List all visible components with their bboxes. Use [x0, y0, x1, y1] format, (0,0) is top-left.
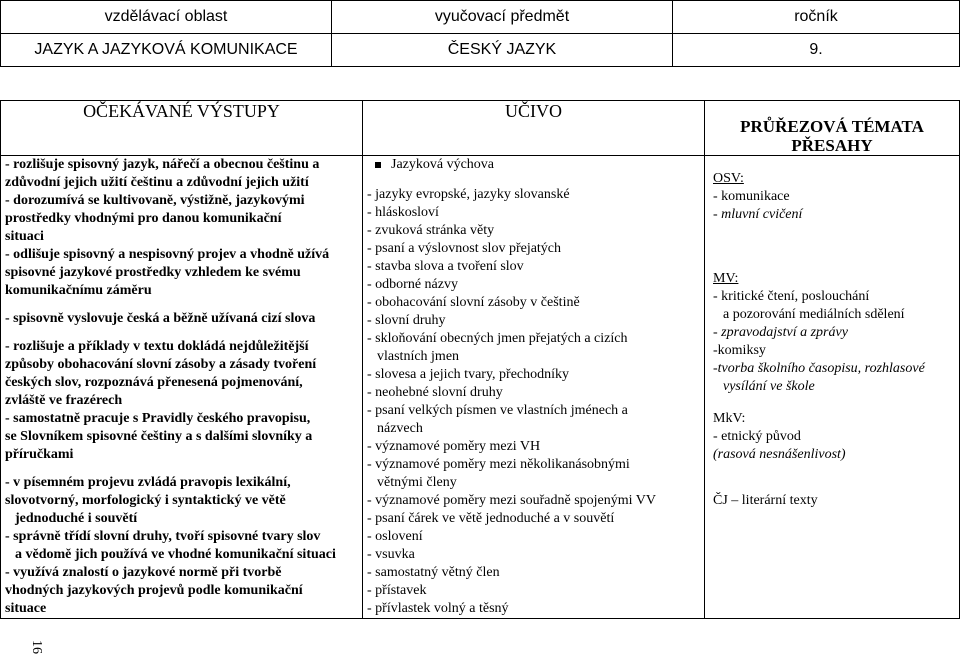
curriculum-line: - přístavek [367, 583, 427, 598]
output-line: - spisovně vyslovuje česká a běžně užívaná cizí slova [5, 311, 316, 326]
curriculum-line: - významové poměry mezi souřadně spojenými VV [367, 493, 657, 508]
header-grade-label: ročník [673, 1, 960, 34]
output-line: - rozlišuje spisovný jazyk, nářečí a obecnou češtinu a [5, 157, 320, 172]
output-line: způsoby obohacování slovní zásoby a zásady tvoření [5, 357, 317, 372]
curriculum-line: - obohacování slovní zásoby v češtině [367, 295, 580, 310]
output-line: - správně třídí slovní druhy, tvoří spisovné tvary slov [5, 529, 321, 544]
output-line: situace [5, 601, 47, 616]
mkv-label: MkV: [713, 411, 746, 426]
theme-line: - kritické čtení, poslouchání [713, 289, 870, 304]
header-subject-value: ČESKÝ JAZYK [332, 34, 673, 67]
theme-line: - komunikace [713, 189, 790, 204]
output-line: zdůvodní jejich užití češtinu a zdůvodní jejich užití [5, 175, 309, 190]
osv-label: OSV: [713, 171, 744, 186]
output-line: spisovné jazykové prostředky vzhledem ke svému [5, 265, 301, 280]
header-subject-label: vyučovací předmět [332, 1, 673, 34]
square-bullet-icon [375, 162, 381, 168]
curriculum-heading: Jazyková výchova [367, 156, 700, 174]
curriculum-line: - stavba slova a tvoření slov [367, 259, 524, 274]
output-line: se Slovníkem spisovné češtiny a s dalšími slovníky a [5, 429, 313, 444]
curriculum-line: - významové poměry mezi několikanásobnými [367, 457, 630, 472]
curriculum-line: větnými členy [377, 475, 457, 490]
output-line: situaci [5, 229, 44, 244]
theme-line: a pozorování mediálních sdělení [723, 307, 905, 322]
page-number: 16 [29, 640, 44, 654]
theme-line: -komiksy [713, 343, 766, 358]
curriculum-line: - samostatný větný člen [367, 565, 500, 580]
curriculum-line: - psaní a výslovnost slov přejatých [367, 241, 562, 256]
curriculum-line: - vsuvka [367, 547, 415, 562]
mv-label: MV: [713, 271, 739, 286]
output-line: komunikačnímu záměru [5, 283, 152, 298]
curriculum-line: - přívlastek volný a těsný [367, 601, 509, 616]
output-line: českých slov, rozpoznává přenesená pojmenování, [5, 375, 303, 390]
curriculum-line: vlastních jmen [377, 349, 460, 364]
curriculum-column-title: UČIVO [363, 101, 705, 156]
curriculum-line: - slovní druhy [367, 313, 446, 328]
outputs-cell [1, 156, 363, 619]
header-grade-value: 9. [673, 34, 960, 67]
theme-line: -tvorba školního časopisu, rozhlasové [713, 361, 925, 376]
header-table [0, 0, 960, 66]
output-line: - rozlišuje a příklady v textu dokládá nejdůležitější [5, 339, 309, 354]
theme-line: - mluvní cvičení [713, 207, 803, 222]
curriculum-line: názvech [377, 421, 423, 436]
curriculum-line: - významové poměry mezi VH [367, 439, 541, 454]
output-line: zvláště ve frazérech [5, 393, 123, 408]
header-area-value: JAZYK A JAZYKOVÁ KOMUNIKACE [1, 34, 332, 67]
output-line: prostředky vhodnými pro danou komunikační [5, 211, 282, 226]
curriculum-line: - slovesa a jejich tvary, přechodníky [367, 367, 570, 382]
curriculum-line: - psaní velkých písmen ve vlastních jménech a [367, 403, 628, 418]
output-line: příručkami [5, 447, 74, 462]
output-line: - samostatně pracuje s Pravidly českého pravopisu, [5, 411, 311, 426]
themes-column-title: PRŮŘEZOVÁ TÉMATA PŘESAHY [705, 101, 960, 156]
output-line: - dorozumívá se kultivovaně, výstižně, jazykovými [5, 193, 305, 208]
output-line: vhodných jazykových projevů podle komunikační [5, 583, 303, 598]
output-line: - v písemném projevu zvládá pravopis lexikální, [5, 475, 291, 490]
outputs-column-title: OČEKÁVANÉ VÝSTUPY [1, 101, 363, 156]
curriculum-line: - odborné názvy [367, 277, 458, 292]
theme-line: vysílání ve škole [723, 379, 815, 394]
output-line: - odlišuje spisovný a nespisovný projev a vhodně užívá [5, 247, 330, 262]
header-area-label: vzdělávací oblast [1, 1, 332, 34]
output-line: a vědomě jich používá ve vhodné komunikační situaci [15, 547, 336, 562]
output-line: jednoduché i souvětí [15, 511, 138, 526]
theme-line: - etnický původ [713, 429, 801, 444]
output-line: - využívá znalostí o jazykové normě při tvorbě [5, 565, 282, 580]
curriculum-line: - psaní čárek ve větě jednoduché a v souvětí [367, 511, 615, 526]
cj-link-text: ČJ – literární texty [713, 493, 818, 508]
curriculum-line: - hláskosloví [367, 205, 439, 220]
curriculum-line: - skloňování obecných jmen přejatých a cizích [367, 331, 628, 346]
curriculum-line: - oslovení [367, 529, 423, 544]
curriculum-line: - zvuková stránka věty [367, 223, 495, 238]
curriculum-line: - jazyky evropské, jazyky slovanské [367, 187, 570, 202]
output-line: slovotvorný, morfologický i syntaktický ve větě [5, 493, 286, 508]
curriculum-table [0, 100, 960, 618]
themes-cell [705, 156, 960, 619]
theme-line: (rasová nesnášenlivost) [713, 447, 846, 462]
theme-line: - zpravodajství a zprávy [713, 325, 848, 340]
curriculum-line: - neohebné slovní druhy [367, 385, 503, 400]
curriculum-cell [363, 156, 705, 619]
